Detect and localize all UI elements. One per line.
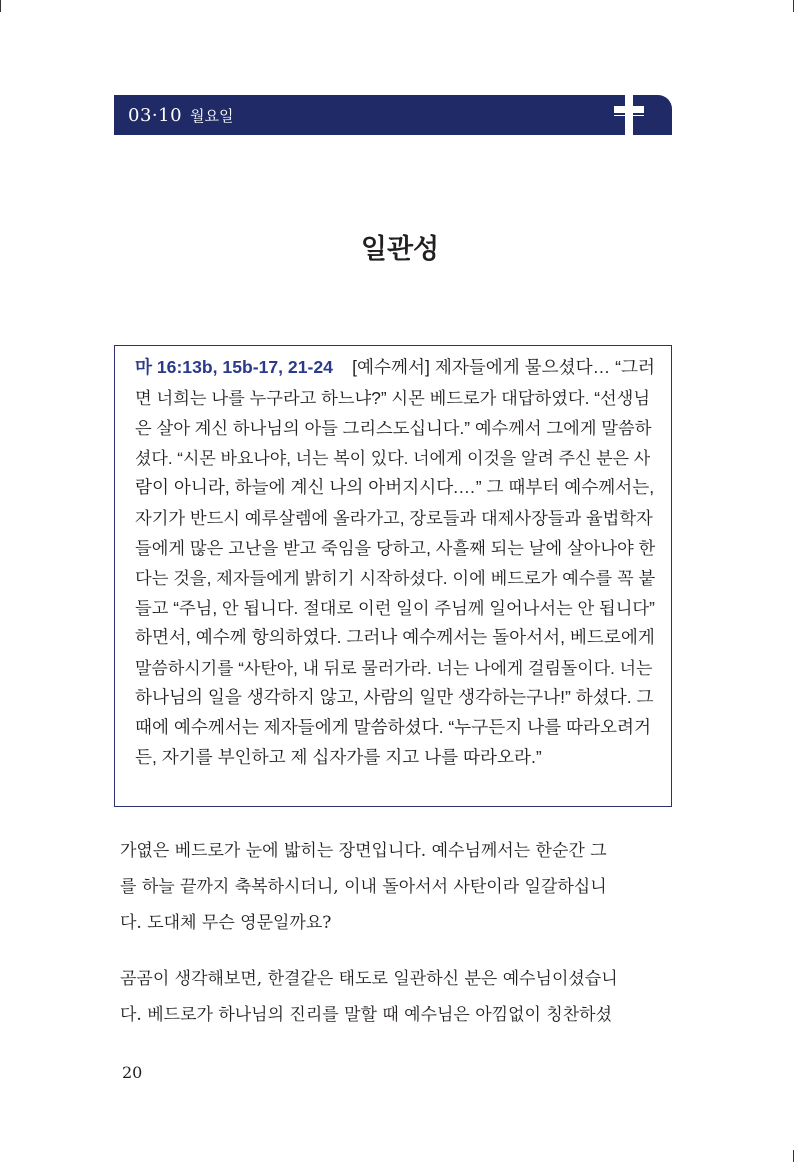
scripture-text: 하나님의 일을 생각하지 않고, 사람의 일만 생각하는구나!” 하셨다. 그 xyxy=(135,687,654,707)
body-text: 를 하늘 끝까지 축복하시더니, 이내 돌아서서 사탄이라 일갈하십니 xyxy=(120,877,607,897)
body-line xyxy=(120,872,666,897)
scripture-box xyxy=(114,345,672,807)
scripture-line xyxy=(135,594,655,619)
body-line xyxy=(120,836,666,861)
crop-mark-bottom-right xyxy=(793,1150,794,1162)
body-line xyxy=(120,1000,666,1025)
scripture-line xyxy=(135,624,655,649)
scripture-line xyxy=(135,714,655,739)
scripture-text: [예수께서] 제자들에게 물으셨다… “그러 xyxy=(352,357,655,377)
body-text: 다. 베드로가 하나님의 진리를 말할 때 예수님은 아낌없이 칭찬하셨 xyxy=(120,1005,613,1025)
scripture-line xyxy=(135,534,655,559)
scripture-text: 든, 자기를 부인하고 제 십자가를 지고 나를 따라오라.” xyxy=(135,747,542,767)
scripture-line xyxy=(135,444,655,469)
scripture-line xyxy=(135,504,655,529)
weekday-label: 월요일 xyxy=(190,106,234,125)
date-header-bar xyxy=(114,95,672,135)
scripture-line xyxy=(135,354,655,379)
scripture-text: 람이 아니라, 하늘에 계신 나의 아버지시다.…” 그 때부터 예수께서는, xyxy=(135,477,655,497)
scripture-line xyxy=(135,564,655,589)
body-text: 다. 도대체 무슨 영문일까요? xyxy=(120,913,332,933)
scripture-text: 때에 예수께서는 제자들에게 말씀하셨다. “누구든지 나를 따라오려거 xyxy=(135,717,651,737)
scripture-text: 자기가 반드시 예루살렘에 올라가고, 장로들과 대제사장들과 율법학자 xyxy=(135,508,653,528)
scripture-text: 면 너희는 나를 누구라고 하느냐?” 시몬 베드로가 대답하였다. “선생님 xyxy=(135,388,651,408)
scripture-text: 은 살아 계신 하나님의 아들 그리스도십니다.” 예수께서 그에게 말씀하 xyxy=(135,418,652,438)
body-line xyxy=(120,908,666,933)
scripture-text: 말씀하시기를 “사탄아, 내 뒤로 물러가라. 너는 나에게 걸림돌이다. 너는 xyxy=(135,659,653,678)
cross-icon xyxy=(614,95,644,135)
scripture-text: 하면서, 예수께 항의하였다. 그러나 예수께서는 돌아서서, 베드로에게 xyxy=(135,627,655,647)
date-label: 03·10 xyxy=(128,104,183,126)
scripture-line xyxy=(135,474,655,499)
body-line xyxy=(120,964,666,989)
scripture-text: 셨다. “시몬 바요나야, 너는 복이 있다. 너에게 이것을 알려 주신 분은 사 xyxy=(135,449,651,468)
crop-mark-top-left xyxy=(0,0,1,12)
scripture-reference: 마 16:13b, 15b-17, 21-24 xyxy=(135,357,333,377)
scripture-text: 들에게 많은 고난을 받고 죽임을 당하고, 사흘째 되는 날에 살아나야 한 xyxy=(135,538,656,558)
page-title: 일관성 xyxy=(360,234,440,265)
scripture-text: 들고 “주님, 안 됩니다. 절대로 이런 일이 주님께 일어나서는 안 됩니다” xyxy=(135,598,655,618)
scripture-text: 다는 것을, 제자들에게 밝히기 시작하셨다. 이에 베드로가 예수를 꼭 붙 xyxy=(135,568,656,588)
page-number: 20 xyxy=(122,1063,143,1082)
scripture-line xyxy=(135,744,655,769)
crop-mark-top-right xyxy=(793,0,794,12)
scripture-line xyxy=(135,384,655,409)
scripture-line xyxy=(135,414,655,439)
body-text: 곰곰이 생각해보면, 한결같은 태도로 일관하신 분은 예수님이셨습니 xyxy=(120,969,618,989)
scripture-line xyxy=(135,684,655,709)
body-text: 가엾은 베드로가 눈에 밟히는 장면입니다. 예수님께서는 한순간 그 xyxy=(120,841,607,861)
scripture-line xyxy=(135,654,655,679)
